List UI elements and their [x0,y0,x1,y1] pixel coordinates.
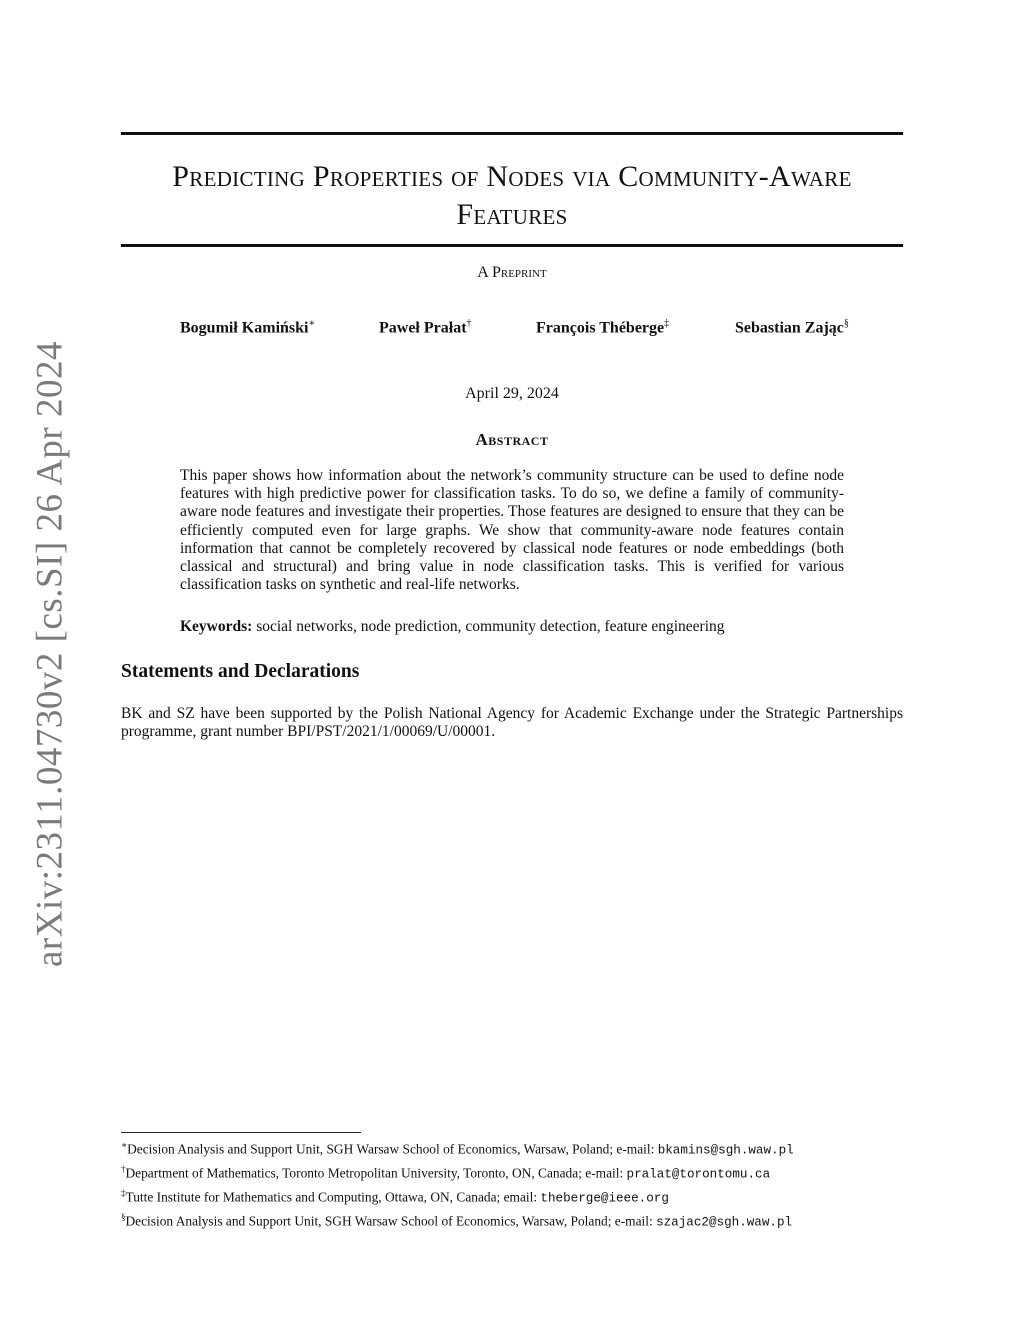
author-name: Sebastian Zając [735,319,844,337]
footnotes [121,1136,921,1232]
title-top-rule [121,132,903,135]
author-footnote-mark[interactable]: † [466,318,472,329]
footnote-text: Tutte Institute for Mathematics and Computing, Ottawa, ON, Canada; email: [125,1189,541,1205]
publication-date: April 29, 2024 [465,385,559,402]
statements-text: BK and SZ have been supported by the Polish National Agency for Academic Exchange under the Strategic Partnerships programme, grant number BPI/PST/2021/1/00069/U/00001. [121,705,903,741]
preprint-label: A Preprint [477,264,547,281]
footnote-2 [121,1160,921,1184]
footnote-email[interactable]: theberge@ieee.org [540,1191,669,1206]
author-footnote-mark[interactable]: ∗ [308,318,316,329]
keywords-label: Keywords: [180,618,253,635]
paper-title: Predicting Properties of Nodes via Community-Aware Features [172,160,852,231]
author-name: François Théberge [536,319,665,337]
footnote-mark: ∗ [121,1140,128,1150]
footnote-text: Department of Mathematics, Toronto Metropolitan University, Toronto, ON, Canada; e-mail: [125,1165,627,1181]
author-4 [735,318,849,337]
title-bottom-rule [121,244,903,247]
author-1 [180,318,315,337]
abstract-text: This paper shows how information about the network’s community structure can be used to define node features with high predictive power for classification tasks. To do so, we define a family of community-aware node features and investigate their properties. Those features are designed to ensure that they can be efficiently computed even for large graphs. We show that community-aware node features contain information that cannot be completely recovered by classical node features or node embeddings (both classical and structural) and bring value in node classification tasks. This is verified for various classification tasks on synthetic and real-life networks. [180,467,844,594]
abstract-heading: Abstract [475,430,549,449]
footnote-email[interactable]: szajac2@sgh.waw.pl [656,1215,793,1230]
footnote-email[interactable]: bkamins@sgh.waw.pl [657,1143,794,1158]
keywords-line [180,618,880,636]
footnote-mark: † [121,1164,126,1175]
footnote-mark: § [121,1212,126,1223]
footnote-1 [121,1136,921,1160]
author-3 [536,318,669,337]
footnote-email[interactable]: pralat@torontomu.ca [626,1167,771,1182]
keywords-text: social networks, node prediction, community detection, feature engineering [256,618,725,635]
author-name: Bogumił Kamiński [180,319,309,337]
author-footnote-mark[interactable]: § [843,318,849,329]
footnote-4 [121,1208,921,1232]
footnote-text: Decision Analysis and Support Unit, SGH Warsaw School of Economics, Warsaw, Poland; e-mail: [125,1213,657,1229]
section-heading-statements: Statements and Declarations [121,661,360,682]
author-footnote-mark[interactable]: ‡ [664,318,670,329]
arxiv-identifier-stamp: arXiv:2311.04730v2 [cs.SI] 26 Apr 2024 [29,340,71,968]
author-2 [379,318,472,337]
footnote-3 [121,1184,921,1208]
footnote-mark: ‡ [121,1188,126,1199]
author-name: Paweł Prałat [379,319,467,337]
footnote-text: Decision Analysis and Support Unit, SGH Warsaw School of Economics, Warsaw, Poland; e-mail: [127,1141,658,1157]
footnote-rule [121,1132,361,1133]
